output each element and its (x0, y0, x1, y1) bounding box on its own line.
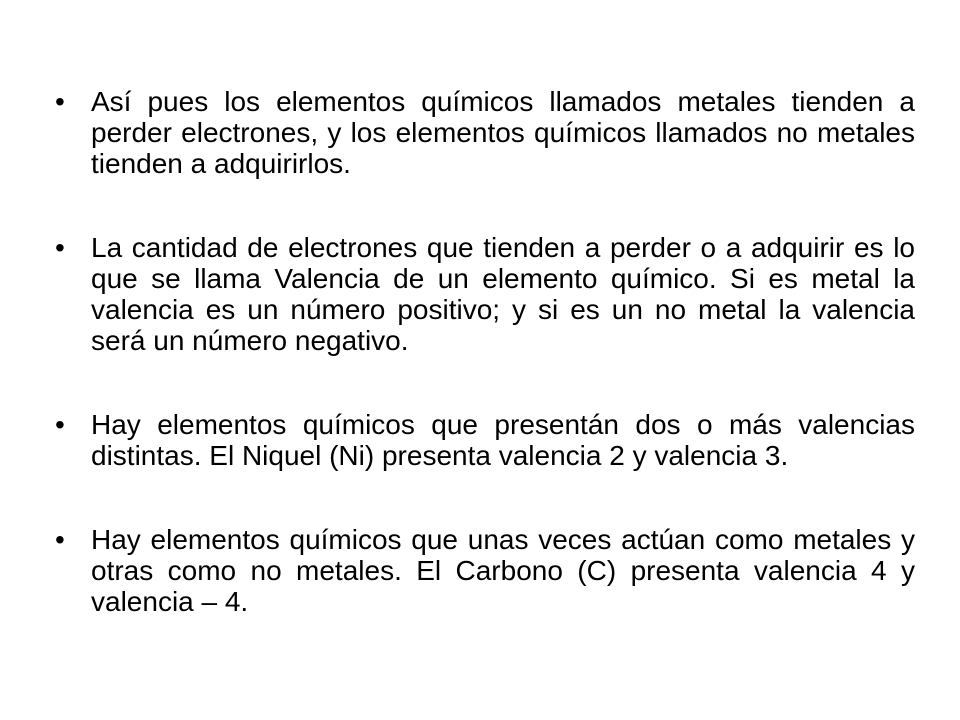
bullet-point-icon: • (55, 524, 65, 555)
bullet-text: La cantidad de electrones que tienden a perder o a adquirir es lo que se llama Valencia de un elemento químico. Si es metal la valencia es un número positivo; y si es un no metal la valencia será un número negativo. (91, 232, 915, 356)
bullet-point-icon: • (55, 409, 65, 440)
bullet-text: Hay elementos químicos que unas veces actúan como metales y otras como no metales. El Carbono (C) presenta valencia 4 y valencia – 4. (91, 524, 915, 617)
bullet-item-niquel (55, 409, 915, 471)
bullet-item-valencia-definition (55, 232, 915, 356)
bullet-point-icon: • (55, 86, 65, 117)
bullet-point-icon: • (55, 232, 65, 263)
bullet-item-metals-nonmetals (55, 86, 915, 179)
bullet-text: Así pues los elementos químicos llamados metales tienden a perder electrones, y los elementos químicos llamados no metales tienden a adquirirlos. (91, 86, 915, 179)
bullet-text: Hay elementos químicos que presentán dos o más valencias distintas. El Niquel (Ni) presenta valencia 2 y valencia 3. (91, 409, 915, 471)
bullet-item-carbono (55, 524, 915, 617)
bullet-list (55, 86, 915, 617)
